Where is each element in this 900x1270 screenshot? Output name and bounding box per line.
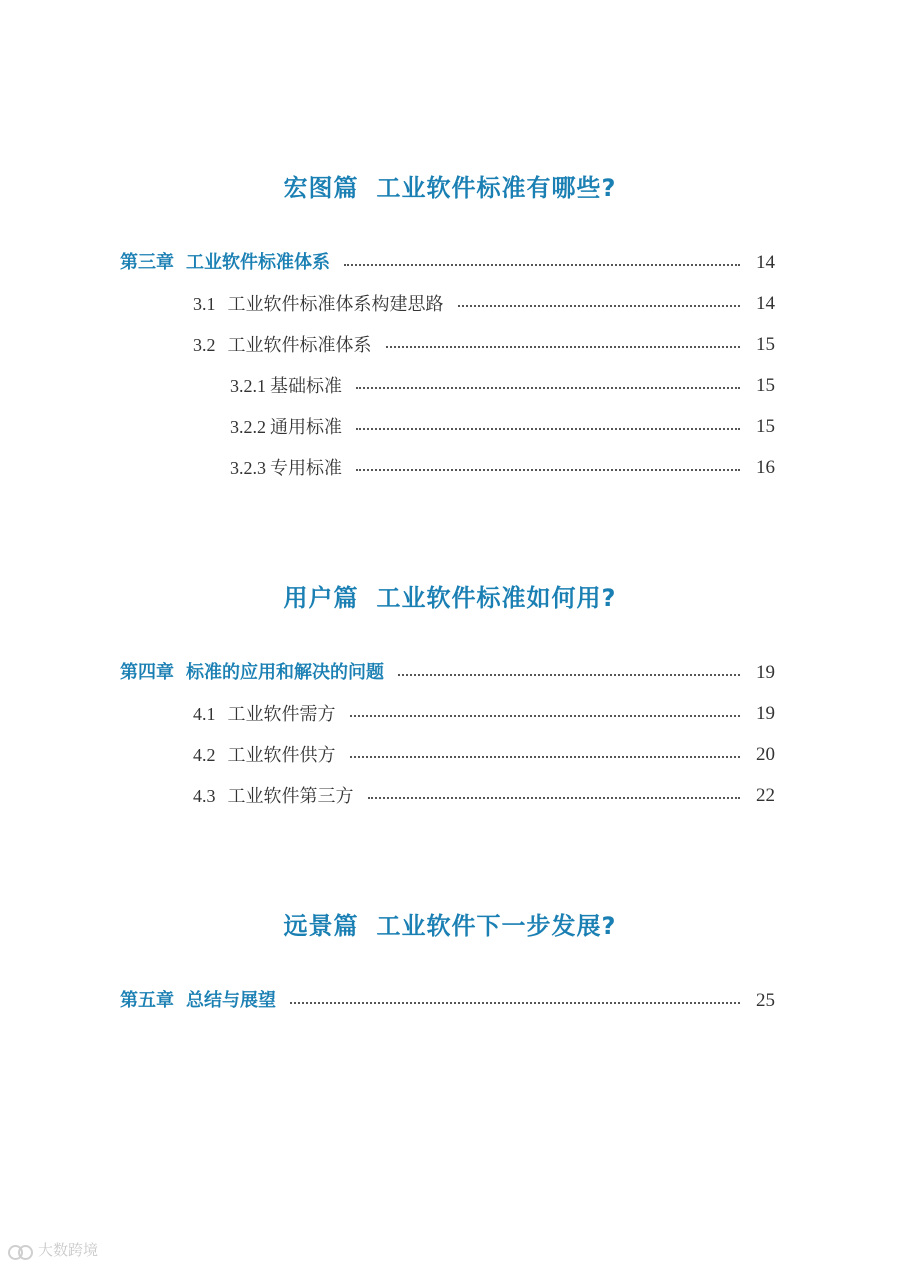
page-number: 15 [756, 416, 775, 437]
toc-entry-4-2[interactable] [0, 742, 900, 768]
entry-label [193, 742, 336, 769]
page-number: 19 [756, 703, 775, 724]
dot-leader [356, 469, 740, 471]
page-number: 14 [756, 293, 775, 314]
entry-title: 工业软件第三方 [227, 786, 354, 807]
chapter-number: 第四章 [120, 662, 174, 683]
dot-leader [290, 1002, 740, 1004]
entry-label [193, 701, 336, 728]
part-title-main: 用户篇 [283, 584, 359, 612]
entry-label [193, 332, 372, 359]
dot-leader [350, 756, 740, 758]
entry-number: 4.2 [193, 745, 216, 765]
entry-label [230, 455, 342, 482]
page-number: 15 [756, 375, 775, 396]
dot-leader [356, 387, 740, 389]
entry-number: 3.1 [193, 294, 216, 314]
entry-label [230, 373, 342, 400]
toc-entry-3-2[interactable] [0, 332, 900, 358]
toc-chapter-3[interactable] [0, 250, 900, 276]
page-number: 22 [756, 785, 775, 806]
chapter-label [120, 660, 384, 686]
chapter-label [120, 250, 330, 276]
entry-number: 3.2.3 [230, 458, 266, 478]
entry-title: 工业软件供方 [227, 745, 336, 766]
watermark [8, 1239, 98, 1260]
part-title-1 [0, 168, 900, 203]
page-number: 20 [756, 744, 775, 765]
part-title-sub: 工业软件下一步发展? [376, 912, 617, 940]
logo-icon [8, 1243, 34, 1259]
entry-number: 3.2 [193, 335, 216, 355]
watermark-text: 大数跨境 [38, 1241, 99, 1259]
entry-label [193, 783, 354, 810]
entry-label [193, 291, 444, 318]
chapter-title: 总结与展望 [186, 990, 276, 1011]
entry-number: 4.1 [193, 704, 216, 724]
toc-entry-4-1[interactable] [0, 701, 900, 727]
entry-number: 3.2.2 [230, 417, 266, 437]
part-title-sub: 工业软件标准如何用? [376, 584, 617, 612]
part-title-main: 宏图篇 [283, 174, 359, 202]
toc-chapter-5[interactable] [0, 988, 900, 1014]
dot-leader [398, 674, 740, 676]
dot-leader [368, 797, 740, 799]
page-number: 15 [756, 334, 775, 355]
dot-leader [344, 264, 740, 266]
page-number: 19 [756, 662, 775, 683]
entry-title: 工业软件标准体系构建思路 [227, 294, 444, 315]
toc-entry-3-2-3[interactable] [0, 455, 900, 481]
entry-number: 3.2.1 [230, 376, 266, 396]
dot-leader [350, 715, 740, 717]
entry-label [230, 414, 342, 441]
dot-leader [356, 428, 740, 430]
toc-entry-3-2-2[interactable] [0, 414, 900, 440]
chapter-number: 第五章 [120, 990, 174, 1011]
chapter-number: 第三章 [120, 252, 174, 273]
chapter-label [120, 988, 276, 1014]
entry-number: 4.3 [193, 786, 216, 806]
entry-title: 专用标准 [270, 458, 342, 479]
toc-entry-4-3[interactable] [0, 783, 900, 809]
toc-entry-3-1[interactable] [0, 291, 900, 317]
dot-leader [386, 346, 740, 348]
entry-title: 通用标准 [270, 417, 342, 438]
entry-title: 工业软件需方 [227, 704, 336, 725]
page-number: 25 [756, 990, 775, 1011]
chapter-title: 标准的应用和解决的问题 [186, 662, 384, 683]
entry-title: 基础标准 [270, 376, 342, 397]
toc-chapter-4[interactable] [0, 660, 900, 686]
entry-title: 工业软件标准体系 [227, 335, 372, 356]
page-number: 14 [756, 252, 775, 273]
toc-entry-3-2-1[interactable] [0, 373, 900, 399]
part-title-3 [0, 906, 900, 941]
page-number: 16 [756, 457, 775, 478]
part-title-sub: 工业软件标准有哪些? [376, 174, 617, 202]
dot-leader [458, 305, 740, 307]
chapter-title: 工业软件标准体系 [186, 252, 330, 273]
part-title-main: 远景篇 [283, 912, 359, 940]
part-title-2 [0, 578, 900, 613]
